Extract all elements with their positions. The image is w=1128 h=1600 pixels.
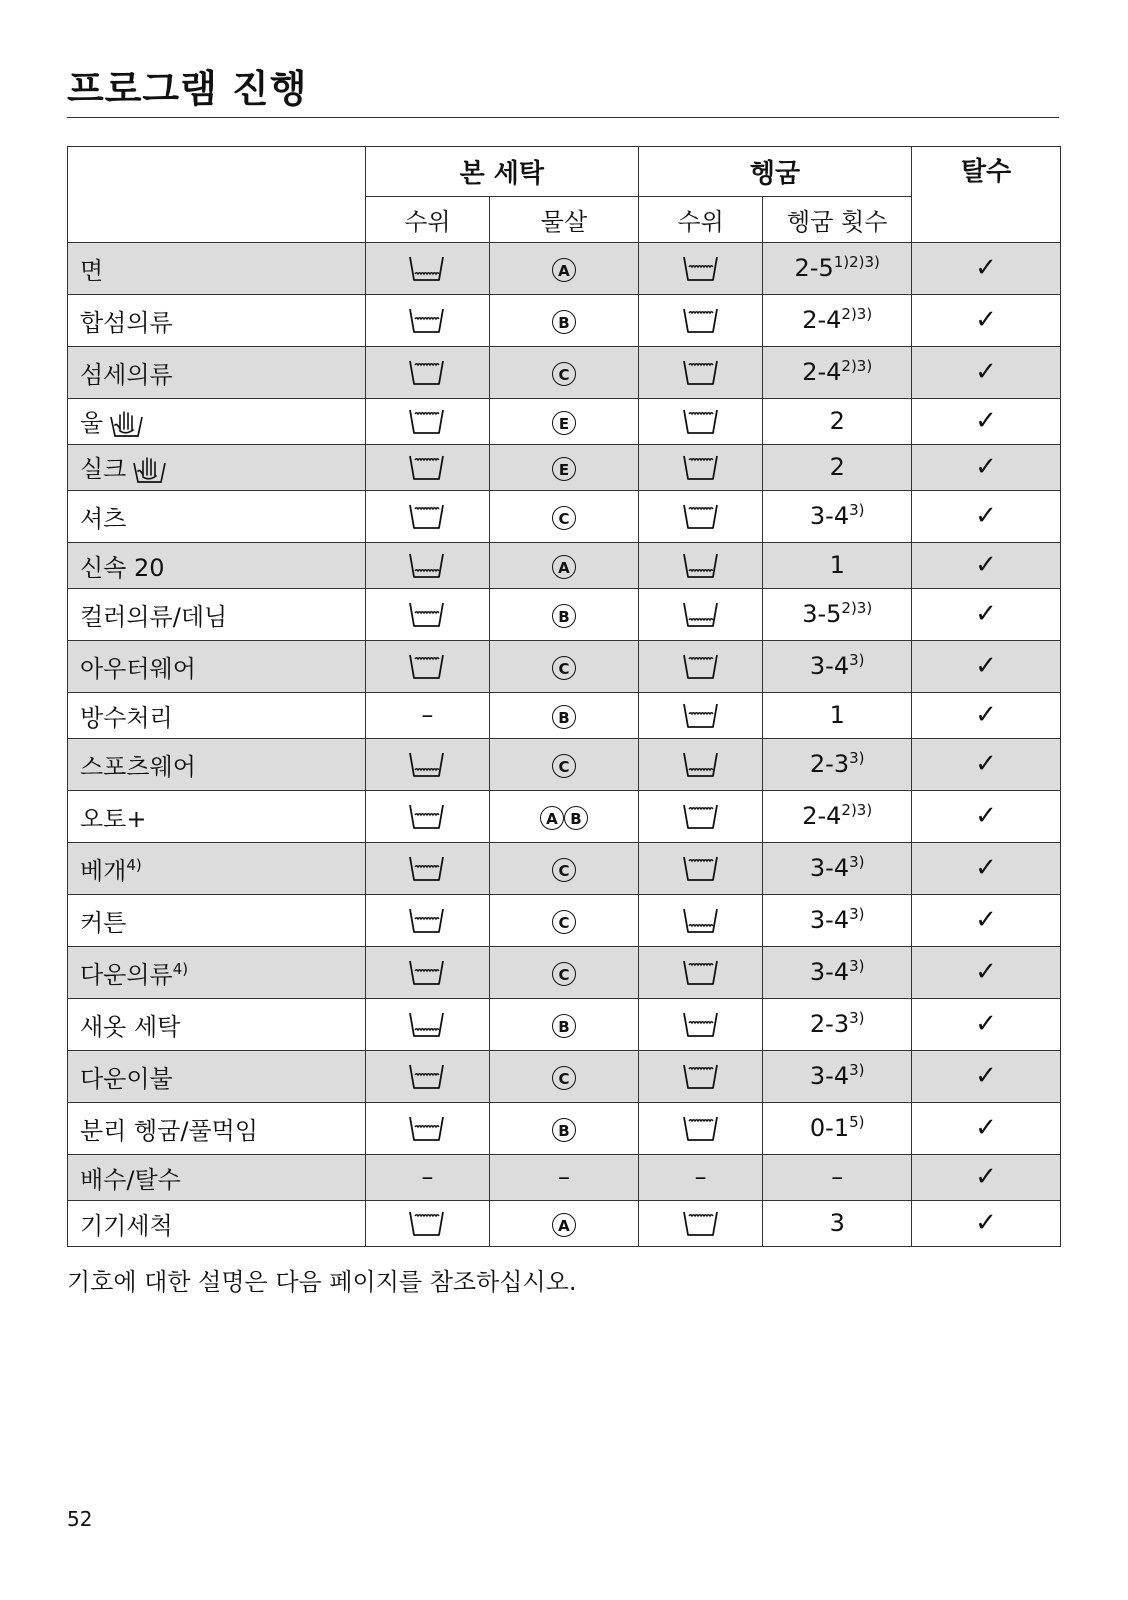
table-row: [68, 692, 1061, 738]
wash-water-level-cell: [365, 490, 489, 542]
spin-cell: [912, 588, 1061, 640]
water-jet-cell: [490, 998, 639, 1050]
header-spin: 탈수: [912, 147, 1061, 197]
water-jet-cell: [490, 346, 639, 398]
program-name-footnote: 4): [172, 959, 189, 978]
program-name-footnote: 4): [126, 855, 142, 874]
program-name: 합섬의류: [80, 308, 173, 337]
rinse-count-cell: [763, 692, 912, 738]
spin-cell: [912, 842, 1061, 894]
program-name-cell: [68, 346, 366, 398]
program-name-cell: [68, 1154, 366, 1200]
rinse-count-cell: [763, 242, 912, 294]
program-name-cell: [68, 1050, 366, 1102]
wash-water-level-cell: [365, 398, 489, 444]
rinse-count: 3: [829, 1209, 845, 1237]
program-name-cell: [68, 894, 366, 946]
header-rinse-count: 헹굼 횟수: [763, 196, 912, 242]
wash-water-level-cell: [365, 444, 489, 490]
check-icon: ✓: [975, 452, 997, 482]
wash-water-level-cell: [365, 1050, 489, 1102]
rinse-count: 0-1: [809, 1114, 850, 1142]
spin-cell: [912, 946, 1061, 998]
rinse-count: –: [831, 1163, 844, 1191]
program-name-cell: [68, 294, 366, 346]
water-jet-badge: A: [552, 258, 576, 282]
spin-cell: [912, 398, 1061, 444]
water-jet-cell: [490, 242, 639, 294]
water-level-icon: [682, 700, 720, 728]
check-icon: ✓: [975, 1162, 997, 1192]
program-name-cell: [68, 738, 366, 790]
water-level-icon: [682, 452, 720, 480]
wash-water-level-cell: [365, 998, 489, 1050]
water-level-icon: [682, 801, 720, 829]
rinse-count-cell: [763, 842, 912, 894]
program-name: 다운이불: [80, 1064, 173, 1093]
water-jet-badge: A: [552, 1213, 576, 1237]
check-icon: ✓: [975, 905, 997, 935]
water-jet-badge: C: [552, 754, 576, 778]
header-rinse: 헹굼: [638, 147, 911, 197]
water-jet-cell: [490, 1200, 639, 1246]
water-level-icon: [408, 406, 446, 434]
water-level-icon: [682, 853, 720, 881]
water-jet-cell: [490, 588, 639, 640]
water-jet-cell: [490, 894, 639, 946]
rinse-count: 2: [829, 453, 845, 481]
rinse-water-level-cell: [638, 588, 762, 640]
table-row: [68, 894, 1061, 946]
rinse-count-footnote: 3): [849, 501, 865, 519]
table-row: [68, 294, 1061, 346]
wash-water-level-cell: [365, 294, 489, 346]
water-jet-cell: [490, 738, 639, 790]
rinse-count: 1: [829, 551, 845, 579]
program-table: [67, 146, 1061, 1247]
program-name-cell: [68, 542, 366, 588]
spin-cell: [912, 1050, 1061, 1102]
handwash-icon: [132, 455, 168, 485]
wash-water-level-cell: [365, 1154, 489, 1200]
rinse-count-footnote: 3): [849, 853, 865, 871]
spin-cell: [912, 692, 1061, 738]
rinse-water-level-cell: [638, 842, 762, 894]
program-name-cell: [68, 790, 366, 842]
spin-cell: [912, 542, 1061, 588]
water-level-icon: [682, 1113, 720, 1141]
rinse-count-cell: [763, 588, 912, 640]
rinse-water-level-cell: [638, 490, 762, 542]
spin-cell: [912, 738, 1061, 790]
water-jet-badge: C: [552, 962, 576, 986]
water-level-icon: [408, 452, 446, 480]
rinse-count: 2-3: [809, 750, 850, 778]
water-jet-badge: B: [552, 604, 576, 628]
water-level-icon: [408, 957, 446, 985]
table-row: [68, 1102, 1061, 1154]
water-jet-badge: B: [552, 705, 576, 729]
rinse-count-footnote: 2)3): [841, 357, 873, 375]
water-level-icon: [408, 1208, 446, 1236]
water-jet-cell: [490, 946, 639, 998]
rinse-count-footnote: 3): [849, 957, 865, 975]
water-jet-badge: C: [552, 362, 576, 386]
water-jet-cell: [490, 842, 639, 894]
water-level-icon: [682, 253, 720, 281]
check-icon: ✓: [975, 749, 997, 779]
program-name-cell: [68, 998, 366, 1050]
rinse-count: 2: [829, 407, 845, 435]
program-name: 다운의류: [80, 960, 173, 989]
spin-cell: [912, 640, 1061, 692]
check-icon: ✓: [975, 406, 997, 436]
water-jet-badge: A: [540, 806, 564, 830]
rinse-count-cell: [763, 490, 912, 542]
check-icon: ✓: [975, 550, 997, 580]
handwash-icon: [109, 409, 145, 439]
program-name: 아우터웨어: [80, 654, 196, 683]
table-row: [68, 444, 1061, 490]
spin-cell: [912, 294, 1061, 346]
program-name-cell: [68, 640, 366, 692]
program-name: 섬세의류: [80, 360, 173, 389]
rinse-count-cell: [763, 790, 912, 842]
program-name-cell: [68, 588, 366, 640]
program-name: 분리 헹굼/풀먹임: [80, 1116, 259, 1145]
water-level-icon: [682, 905, 720, 933]
program-name: 오토+: [80, 804, 147, 833]
water-jet-cell: [490, 398, 639, 444]
water-jet-badge: B: [552, 1014, 576, 1038]
check-icon: ✓: [975, 1009, 997, 1039]
rinse-water-level-cell: [638, 444, 762, 490]
table-row: [68, 1200, 1061, 1246]
dash: –: [421, 701, 434, 729]
water-jet-badge: E: [552, 457, 576, 481]
wash-water-level-cell: [365, 790, 489, 842]
table-row: [68, 842, 1061, 894]
check-icon: ✓: [975, 253, 997, 283]
rinse-count: 2-3: [809, 1010, 850, 1038]
rinse-water-level-cell: [638, 790, 762, 842]
rinse-water-level-cell: [638, 692, 762, 738]
water-jet-cell: [490, 542, 639, 588]
spin-cell: [912, 1154, 1061, 1200]
water-level-icon: [682, 957, 720, 985]
check-icon: ✓: [975, 357, 997, 387]
rinse-count-cell: [763, 1200, 912, 1246]
table-row: [68, 490, 1061, 542]
rinse-water-level-cell: [638, 1200, 762, 1246]
table-row: [68, 946, 1061, 998]
water-jet-badge: C: [552, 506, 576, 530]
water-level-icon: [408, 550, 446, 578]
water-jet-cell: [490, 790, 639, 842]
dash: –: [557, 1163, 570, 1191]
water-jet-badge: B: [552, 310, 576, 334]
dash: –: [694, 1163, 707, 1191]
check-icon: ✓: [975, 1061, 997, 1091]
wash-water-level-cell: [365, 346, 489, 398]
spin-cell: [912, 1102, 1061, 1154]
rinse-count: 1: [829, 701, 845, 729]
table-row: [68, 1050, 1061, 1102]
program-name-cell: [68, 946, 366, 998]
rinse-water-level-cell: [638, 542, 762, 588]
rinse-count: 3-4: [809, 652, 850, 680]
check-icon: ✓: [975, 305, 997, 335]
check-icon: ✓: [975, 801, 997, 831]
spin-cell: [912, 490, 1061, 542]
rinse-count-footnote: 3): [849, 905, 865, 923]
check-icon: ✓: [975, 853, 997, 883]
header-spin-lower: [912, 196, 1061, 242]
wash-water-level-cell: [365, 894, 489, 946]
water-level-icon: [408, 305, 446, 333]
check-icon: ✓: [975, 1208, 997, 1238]
rinse-count: 3-4: [809, 854, 850, 882]
rinse-water-level-cell: [638, 640, 762, 692]
header-main-wash: 본 세탁: [365, 147, 638, 197]
water-level-icon: [408, 905, 446, 933]
program-name-cell: [68, 444, 366, 490]
program-name-cell: [68, 1200, 366, 1246]
title-divider: [67, 117, 1059, 118]
spin-cell: [912, 894, 1061, 946]
water-level-icon: [682, 357, 720, 385]
water-level-icon: [682, 1009, 720, 1037]
spin-cell: [912, 346, 1061, 398]
program-rows: [68, 242, 1061, 1246]
wash-water-level-cell: [365, 692, 489, 738]
water-level-icon: [682, 406, 720, 434]
water-jet-cell: [490, 1050, 639, 1102]
water-jet-badge: E: [552, 411, 576, 435]
water-level-icon: [682, 651, 720, 679]
rinse-count-cell: [763, 640, 912, 692]
water-jet-badge: C: [552, 910, 576, 934]
rinse-water-level-cell: [638, 346, 762, 398]
rinse-water-level-cell: [638, 894, 762, 946]
table-row: [68, 242, 1061, 294]
program-name: 컬러의류/데님: [80, 602, 228, 631]
page-number: 52: [67, 1507, 93, 1531]
water-level-icon: [408, 599, 446, 627]
water-jet-cell: [490, 294, 639, 346]
program-name-cell: [68, 692, 366, 738]
rinse-count-cell: [763, 1102, 912, 1154]
rinse-count-footnote: 2)3): [841, 599, 873, 617]
rinse-count-footnote: 2)3): [841, 801, 873, 819]
rinse-count: 2-4: [802, 802, 842, 830]
table-row: [68, 1154, 1061, 1200]
spin-cell: [912, 1200, 1061, 1246]
wash-water-level-cell: [365, 542, 489, 588]
rinse-water-level-cell: [638, 398, 762, 444]
rinse-water-level-cell: [638, 1154, 762, 1200]
rinse-count: 3-4: [809, 1062, 850, 1090]
spin-cell: [912, 444, 1061, 490]
rinse-count: 3-4: [809, 502, 850, 530]
header-wash-water-level: 수위: [365, 196, 489, 242]
water-jet-cell: [490, 1154, 639, 1200]
spin-cell: [912, 790, 1061, 842]
water-level-icon: [682, 501, 720, 529]
rinse-water-level-cell: [638, 242, 762, 294]
table-row: [68, 588, 1061, 640]
check-icon: ✓: [975, 651, 997, 681]
table-row: [68, 640, 1061, 692]
program-name-cell: [68, 490, 366, 542]
water-jet-badge: A: [552, 555, 576, 579]
program-name: 신속 20: [80, 553, 165, 582]
water-level-icon: [408, 1113, 446, 1141]
program-name-cell: [68, 1102, 366, 1154]
program-name: 면: [80, 256, 104, 285]
water-jet-cell: [490, 640, 639, 692]
water-jet-cell: [490, 692, 639, 738]
water-level-icon: [682, 1061, 720, 1089]
table-row: [68, 738, 1061, 790]
program-name: 셔츠: [80, 504, 127, 533]
program-name: 방수처리: [80, 703, 173, 732]
water-level-icon: [408, 749, 446, 777]
table-row: [68, 542, 1061, 588]
water-jet-badge: C: [552, 656, 576, 680]
rinse-water-level-cell: [638, 1102, 762, 1154]
rinse-water-level-cell: [638, 738, 762, 790]
water-level-icon: [408, 801, 446, 829]
spin-cell: [912, 998, 1061, 1050]
table-row: [68, 346, 1061, 398]
water-level-icon: [682, 550, 720, 578]
header-water-jet: 물살: [490, 196, 639, 242]
rinse-count-cell: [763, 1050, 912, 1102]
wash-water-level-cell: [365, 1200, 489, 1246]
water-jet-badge: C: [552, 858, 576, 882]
rinse-count: 3-5: [802, 600, 842, 628]
wash-water-level-cell: [365, 242, 489, 294]
rinse-count-cell: [763, 1154, 912, 1200]
water-jet-cell: [490, 1102, 639, 1154]
rinse-count-footnote: 3): [849, 1061, 865, 1079]
header-corner: [68, 147, 366, 197]
rinse-count-cell: [763, 738, 912, 790]
rinse-count: 2-5: [794, 254, 834, 282]
rinse-count-footnote: 3): [849, 651, 865, 669]
program-name: 배수/탈수: [80, 1165, 181, 1194]
check-icon: ✓: [975, 501, 997, 531]
wash-water-level-cell: [365, 842, 489, 894]
water-level-icon: [682, 305, 720, 333]
rinse-count-cell: [763, 346, 912, 398]
check-icon: ✓: [975, 700, 997, 730]
program-name-cell: [68, 398, 366, 444]
water-jet-badge: B: [564, 806, 588, 830]
water-jet-badge: C: [552, 1066, 576, 1090]
wash-water-level-cell: [365, 640, 489, 692]
program-name: 베개: [80, 856, 127, 885]
water-jet-badge: B: [552, 1118, 576, 1142]
water-level-icon: [408, 357, 446, 385]
rinse-water-level-cell: [638, 946, 762, 998]
rinse-count-cell: [763, 294, 912, 346]
program-name: 실크: [80, 455, 127, 483]
rinse-count-cell: [763, 398, 912, 444]
check-icon: ✓: [975, 1113, 997, 1143]
water-level-icon: [682, 1208, 720, 1236]
rinse-count-footnote: 5): [849, 1113, 865, 1131]
water-level-icon: [408, 1061, 446, 1089]
program-name: 울: [80, 409, 104, 437]
table-row: [68, 998, 1061, 1050]
rinse-count-cell: [763, 946, 912, 998]
rinse-count-cell: [763, 542, 912, 588]
wash-water-level-cell: [365, 588, 489, 640]
table-row: [68, 398, 1061, 444]
dash: –: [421, 1163, 434, 1191]
water-level-icon: [682, 599, 720, 627]
water-level-icon: [408, 853, 446, 881]
header-rinse-water-level: 수위: [638, 196, 762, 242]
rinse-count: 3-4: [809, 906, 850, 934]
footnote: 기호에 대한 설명은 다음 페이지를 참조하십시오.: [67, 1268, 577, 1296]
program-name-cell: [68, 842, 366, 894]
header-corner-lower: [68, 196, 366, 242]
water-level-icon: [682, 749, 720, 777]
rinse-count-footnote: 1)2)3): [833, 253, 880, 271]
rinse-count: 2-4: [802, 306, 842, 334]
rinse-count: 3-4: [809, 958, 850, 986]
program-name-cell: [68, 242, 366, 294]
rinse-water-level-cell: [638, 998, 762, 1050]
water-level-icon: [408, 651, 446, 679]
program-name: 스포츠웨어: [80, 752, 196, 781]
rinse-water-level-cell: [638, 1050, 762, 1102]
water-jet-cell: [490, 444, 639, 490]
water-jet-cell: [490, 490, 639, 542]
check-icon: ✓: [975, 957, 997, 987]
water-level-icon: [408, 501, 446, 529]
wash-water-level-cell: [365, 1102, 489, 1154]
rinse-count: 2-4: [802, 358, 842, 386]
water-level-icon: [408, 253, 446, 281]
rinse-count-footnote: 2)3): [841, 305, 873, 323]
table-row: [68, 790, 1061, 842]
rinse-count-cell: [763, 444, 912, 490]
spin-cell: [912, 242, 1061, 294]
rinse-count-cell: [763, 998, 912, 1050]
program-name: 새옷 세탁: [80, 1012, 181, 1041]
rinse-count-footnote: 3): [849, 1009, 865, 1027]
check-icon: ✓: [975, 599, 997, 629]
program-name: 기기세척: [80, 1211, 173, 1240]
wash-water-level-cell: [365, 738, 489, 790]
program-name: 커튼: [80, 908, 127, 937]
page-title: 프로그램 진행: [67, 67, 308, 111]
rinse-count-cell: [763, 894, 912, 946]
rinse-count-footnote: 3): [849, 749, 865, 767]
water-level-icon: [408, 1009, 446, 1037]
wash-water-level-cell: [365, 946, 489, 998]
rinse-water-level-cell: [638, 294, 762, 346]
